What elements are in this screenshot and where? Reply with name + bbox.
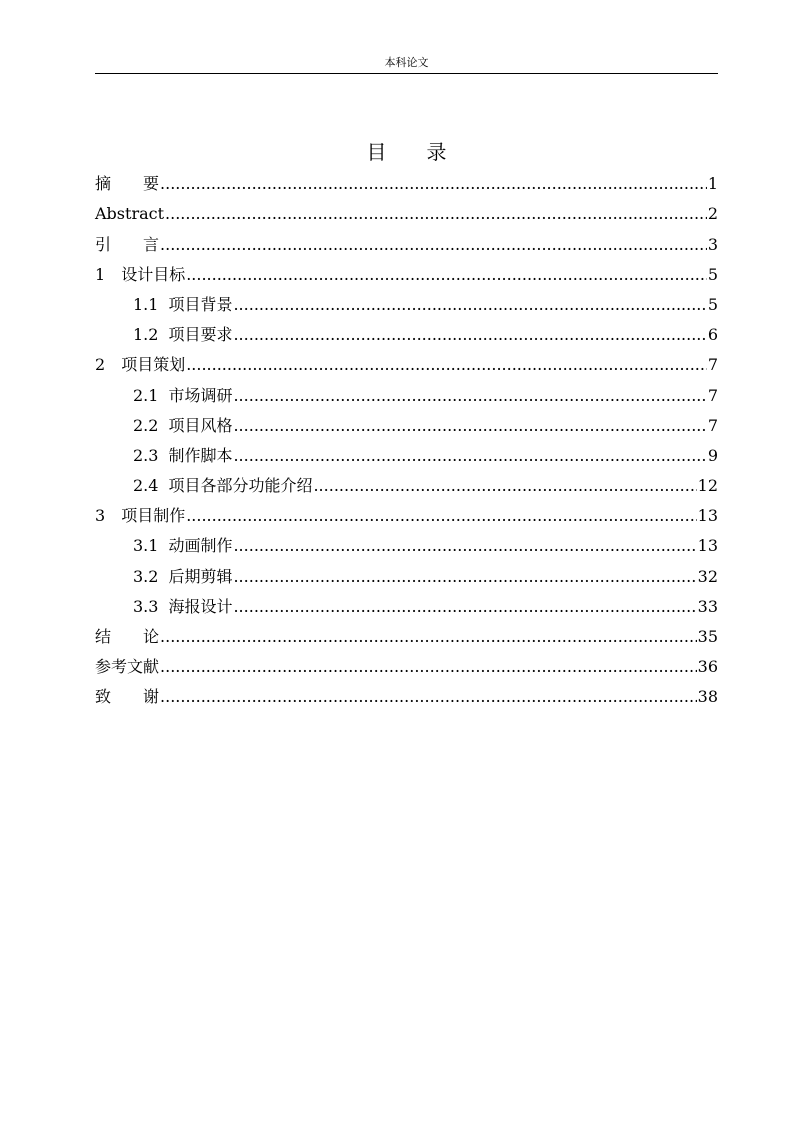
- toc-entry[interactable]: [95, 591, 718, 621]
- toc-entry-number: 2.1: [133, 385, 159, 405]
- toc-entry[interactable]: [95, 168, 718, 198]
- toc-entry-label: 设计目标: [121, 264, 186, 284]
- toc-dot-leader: [186, 261, 707, 289]
- toc-entry-page-number: 7: [707, 385, 718, 405]
- toc-entry-page-number: 6: [707, 325, 718, 345]
- toc-entry-label: 摘 要: [95, 174, 160, 194]
- toc-entry-page-number: 36: [697, 657, 718, 677]
- toc-title: [95, 139, 718, 165]
- toc-entry-number: 3: [95, 506, 106, 526]
- toc-entry-number: 2.2: [133, 415, 159, 435]
- toc-entry[interactable]: [95, 681, 718, 711]
- toc-entry-label: Abstract: [95, 204, 165, 224]
- toc-entry[interactable]: [95, 379, 718, 409]
- toc-entry[interactable]: [95, 289, 718, 319]
- toc-entry-page-number: 5: [707, 264, 718, 284]
- toc-entry-label: 项目要求: [168, 325, 233, 345]
- toc-entry[interactable]: [95, 410, 718, 440]
- toc-entry-page-number: 13: [697, 506, 718, 526]
- toc-entry[interactable]: [95, 470, 718, 500]
- toc-entry-page-number: 13: [697, 536, 718, 556]
- toc-entry-label: 引 言: [95, 234, 160, 254]
- toc-entry-label: 后期剪辑: [168, 566, 233, 586]
- toc-entry-label: 项目背景: [168, 294, 233, 314]
- toc-entry[interactable]: [95, 530, 718, 560]
- toc-entry-label: 市场调研: [168, 385, 233, 405]
- toc-dot-leader: [186, 351, 707, 379]
- toc-dot-leader: [233, 382, 706, 410]
- toc-entry[interactable]: [95, 651, 718, 681]
- toc-title-left: 目: [366, 140, 387, 164]
- toc-dot-leader: [233, 532, 696, 560]
- toc-entry-number: 3.2: [133, 566, 159, 586]
- toc-entry-number: 2.3: [133, 445, 159, 465]
- toc-entry[interactable]: [95, 500, 718, 530]
- toc-entry-number: 3.1: [133, 536, 159, 556]
- toc-dot-leader: [160, 170, 707, 198]
- toc-entry-page-number: 33: [697, 596, 718, 616]
- toc-entry-page-number: 38: [697, 687, 718, 707]
- toc-dot-leader: [233, 291, 706, 319]
- toc-dot-leader: [313, 472, 696, 500]
- toc-entry[interactable]: [95, 440, 718, 470]
- toc-dot-leader: [233, 321, 706, 349]
- running-header: 本科论文: [384, 56, 429, 69]
- toc-entry-page-number: 9: [707, 445, 718, 465]
- toc-title-right: 录: [426, 140, 447, 164]
- toc-entry-page-number: 32: [697, 566, 718, 586]
- toc-entry-number: 1.1: [133, 294, 159, 314]
- toc-entry-number: 1: [95, 264, 106, 284]
- toc-entry-number: 1.2: [133, 325, 159, 345]
- toc-entry[interactable]: [95, 198, 718, 228]
- toc-entry-number: 2: [95, 355, 106, 375]
- toc-entry-label: 结 论: [95, 627, 160, 646]
- toc-entry[interactable]: [95, 228, 718, 258]
- toc-entry[interactable]: [95, 560, 718, 590]
- toc-entry-page-number: 7: [707, 355, 718, 375]
- toc-entry-page-number: 35: [697, 627, 718, 646]
- toc-dot-leader: [186, 502, 696, 530]
- toc-entry-page-number: 5: [707, 294, 718, 314]
- toc-dot-leader: [233, 412, 706, 440]
- toc-entry[interactable]: [95, 349, 718, 379]
- toc-entry-label: 项目各部分功能介绍: [168, 476, 313, 496]
- toc-dot-leader: [165, 200, 707, 228]
- table-of-contents: [95, 168, 718, 711]
- toc-entry-label: 动画制作: [168, 536, 233, 556]
- toc-entry-label: 项目制作: [121, 506, 186, 526]
- toc-entry-page-number: 12: [697, 476, 718, 496]
- toc-entry-label: 制作脚本: [168, 445, 233, 465]
- toc-dot-leader: [233, 442, 706, 470]
- toc-dot-leader: [160, 231, 707, 259]
- toc-dot-leader: [233, 563, 696, 591]
- toc-entry-page-number: 2: [707, 204, 718, 224]
- header-rule: [95, 73, 718, 74]
- toc-entry-page-number: 7: [707, 415, 718, 435]
- toc-entry-number: 3.3: [133, 596, 159, 616]
- toc-entry-page-number: 3: [707, 234, 718, 254]
- toc-entry-label: 项目风格: [168, 415, 233, 435]
- toc-entry[interactable]: [95, 319, 718, 349]
- toc-entry-label: 海报设计: [168, 596, 233, 616]
- toc-entry[interactable]: [95, 621, 718, 651]
- toc-entry-label: 参考文献: [95, 657, 160, 677]
- toc-dot-leader: [160, 623, 697, 651]
- toc-entry-number: 2.4: [133, 476, 159, 496]
- toc-entry-label: 致 谢: [95, 687, 160, 707]
- toc-dot-leader: [160, 683, 697, 711]
- toc-entry-label: 项目策划: [121, 355, 186, 375]
- toc-dot-leader: [160, 653, 697, 681]
- toc-entry-page-number: 1: [707, 174, 718, 194]
- toc-dot-leader: [233, 593, 696, 621]
- toc-entry[interactable]: [95, 259, 718, 289]
